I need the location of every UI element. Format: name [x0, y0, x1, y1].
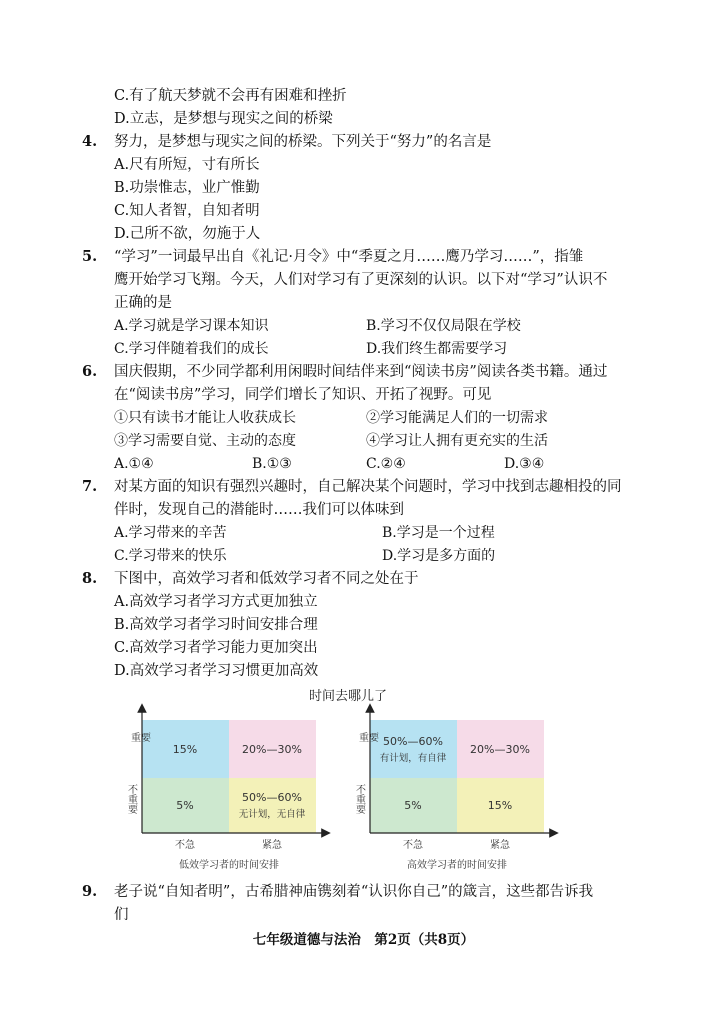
right-value-tl: 50%—60% [383, 735, 443, 748]
page-footer: 七年级道德与法治 第2页（共8页） [252, 932, 475, 948]
q6-option-a: A.①④ [114, 456, 154, 472]
q8-option-b: B.高效学习者学习时间安排合理 [114, 617, 318, 633]
q6-option-b: B.①③ [252, 456, 292, 472]
question-6-number: 6. [82, 363, 98, 380]
q6-statement-2: ②学习能满足人们的一切需求 [366, 410, 548, 426]
q5-option-d: D.我们终生都需要学习 [366, 341, 508, 357]
question-5-number: 5. [82, 248, 98, 265]
question-5-stem-line1: “学习”一词最早出自《礼记·月令》中“季夏之月……鹰乃学习……”，指雏 [114, 249, 584, 265]
q6-statement-1: ①只有读书才能让人收获成长 [114, 410, 296, 426]
right-caption: 高效学习者的时间安排 [407, 860, 507, 871]
question-8-stem: 下图中，高效学习者和低效学习者不同之处在于 [114, 571, 419, 587]
left-y-label-unimportant: 不重要 [125, 784, 137, 814]
left-value-tl: 15% [172, 743, 198, 756]
question-5-stem-line3: 正确的是 [114, 295, 172, 311]
figure-title: 时间去哪儿了 [308, 689, 388, 704]
q6-option-c: C.②④ [366, 456, 406, 472]
left-x-label-not-urgent: 不急 [175, 840, 195, 851]
q8-option-c: C.高效学习者学习能力更加突出 [114, 640, 318, 656]
question-9-stem-line2: 们 [114, 907, 129, 923]
q4-option-a: A.尺有所短，寸有所长 [114, 157, 260, 173]
right-note-tl: 有计划，有自律 [379, 753, 447, 764]
left-value-br: 50%—60% [242, 791, 302, 804]
left-x-label-urgent: 紧急 [262, 840, 282, 851]
q5-option-c: C.学习伴随着我们的成长 [114, 341, 269, 357]
left-quadrant-unimportant-urgent [229, 778, 316, 833]
right-quadrant-important-not-urgent [370, 720, 457, 778]
right-y-label-unimportant: 不重要 [353, 784, 365, 814]
left-caption: 低效学习者的时间安排 [179, 860, 279, 871]
right-value-tr: 20%—30% [470, 743, 530, 756]
question-8-number: 8. [82, 570, 98, 587]
question-5-stem-line2: 鹰开始学习飞翔。今天，人们对学习有了更深刻的认识。以下对“学习”认识不 [114, 272, 608, 288]
q6-statement-4: ④学习让人拥有更充实的生活 [366, 433, 548, 449]
question-4-number: 4. [82, 133, 98, 150]
time-allocation-figure [120, 686, 575, 876]
q5-option-b: B.学习不仅仅局限在学校 [366, 318, 521, 334]
right-value-bl: 5% [404, 799, 422, 812]
left-y-label-important: 重要 [131, 733, 151, 744]
question-7-stem-line2: 伴时，发现自己的潜能时……我们可以体味到 [114, 502, 404, 518]
right-x-label-not-urgent: 不急 [403, 840, 423, 851]
low-efficiency-chart [126, 708, 327, 871]
q3-option-d: D.立志，是梦想与现实之间的桥梁 [114, 111, 333, 127]
right-x-label-urgent: 紧急 [490, 840, 510, 851]
q5-option-a: A.学习就是学习课本知识 [114, 318, 269, 334]
question-7-stem-line1: 对某方面的知识有强烈兴趣时，自己解决某个问题时，学习中找到志趣相投的同 [114, 479, 622, 495]
q4-option-d: D.己所不欲，勿施于人 [114, 226, 261, 242]
q7-option-d: D.学习是多方面的 [382, 548, 496, 564]
left-value-tr: 20%—30% [242, 743, 302, 756]
question-9-number: 9. [82, 883, 98, 900]
q6-statement-3: ③学习需要自觉、主动的态度 [114, 433, 296, 449]
q4-option-c: C.知人者智，自知者明 [114, 203, 260, 219]
question-6-stem-line2: 在“阅读书房”学习，同学们增长了知识、开拓了视野。可见 [114, 387, 492, 403]
high-efficiency-chart [354, 708, 555, 871]
question-6-stem-line1: 国庆假期，不少同学都利用闲暇时间结伴来到“阅读书房”阅读各类书籍。通过 [114, 364, 608, 380]
right-y-label-important: 重要 [359, 733, 379, 744]
left-note-br: 无计划，无自律 [238, 809, 306, 820]
question-4-stem: 努力，是梦想与现实之间的桥梁。下列关于“努力”的名言是 [114, 134, 492, 150]
q3-option-c: C.有了航天梦就不会再有困难和挫折 [114, 88, 347, 104]
question-9-stem-line1: 老子说“自知者明”，古希腊神庙镌刻着“认识你自己”的箴言，这些都告诉我 [114, 884, 594, 900]
q6-option-d: D.③④ [504, 456, 545, 472]
q4-option-b: B.功崇惟志，业广惟勤 [114, 180, 260, 196]
q7-option-a: A.学习带来的辛苦 [114, 525, 227, 541]
q7-option-b: B.学习是一个过程 [382, 525, 495, 541]
question-7-number: 7. [82, 478, 98, 495]
q8-option-a: A.高效学习者学习方式更加独立 [114, 594, 318, 610]
right-value-br: 15% [487, 799, 513, 812]
left-value-bl: 5% [176, 799, 194, 812]
q8-option-d: D.高效学习者学习习惯更加高效 [114, 663, 319, 679]
q7-option-c: C.学习带来的快乐 [114, 548, 227, 564]
